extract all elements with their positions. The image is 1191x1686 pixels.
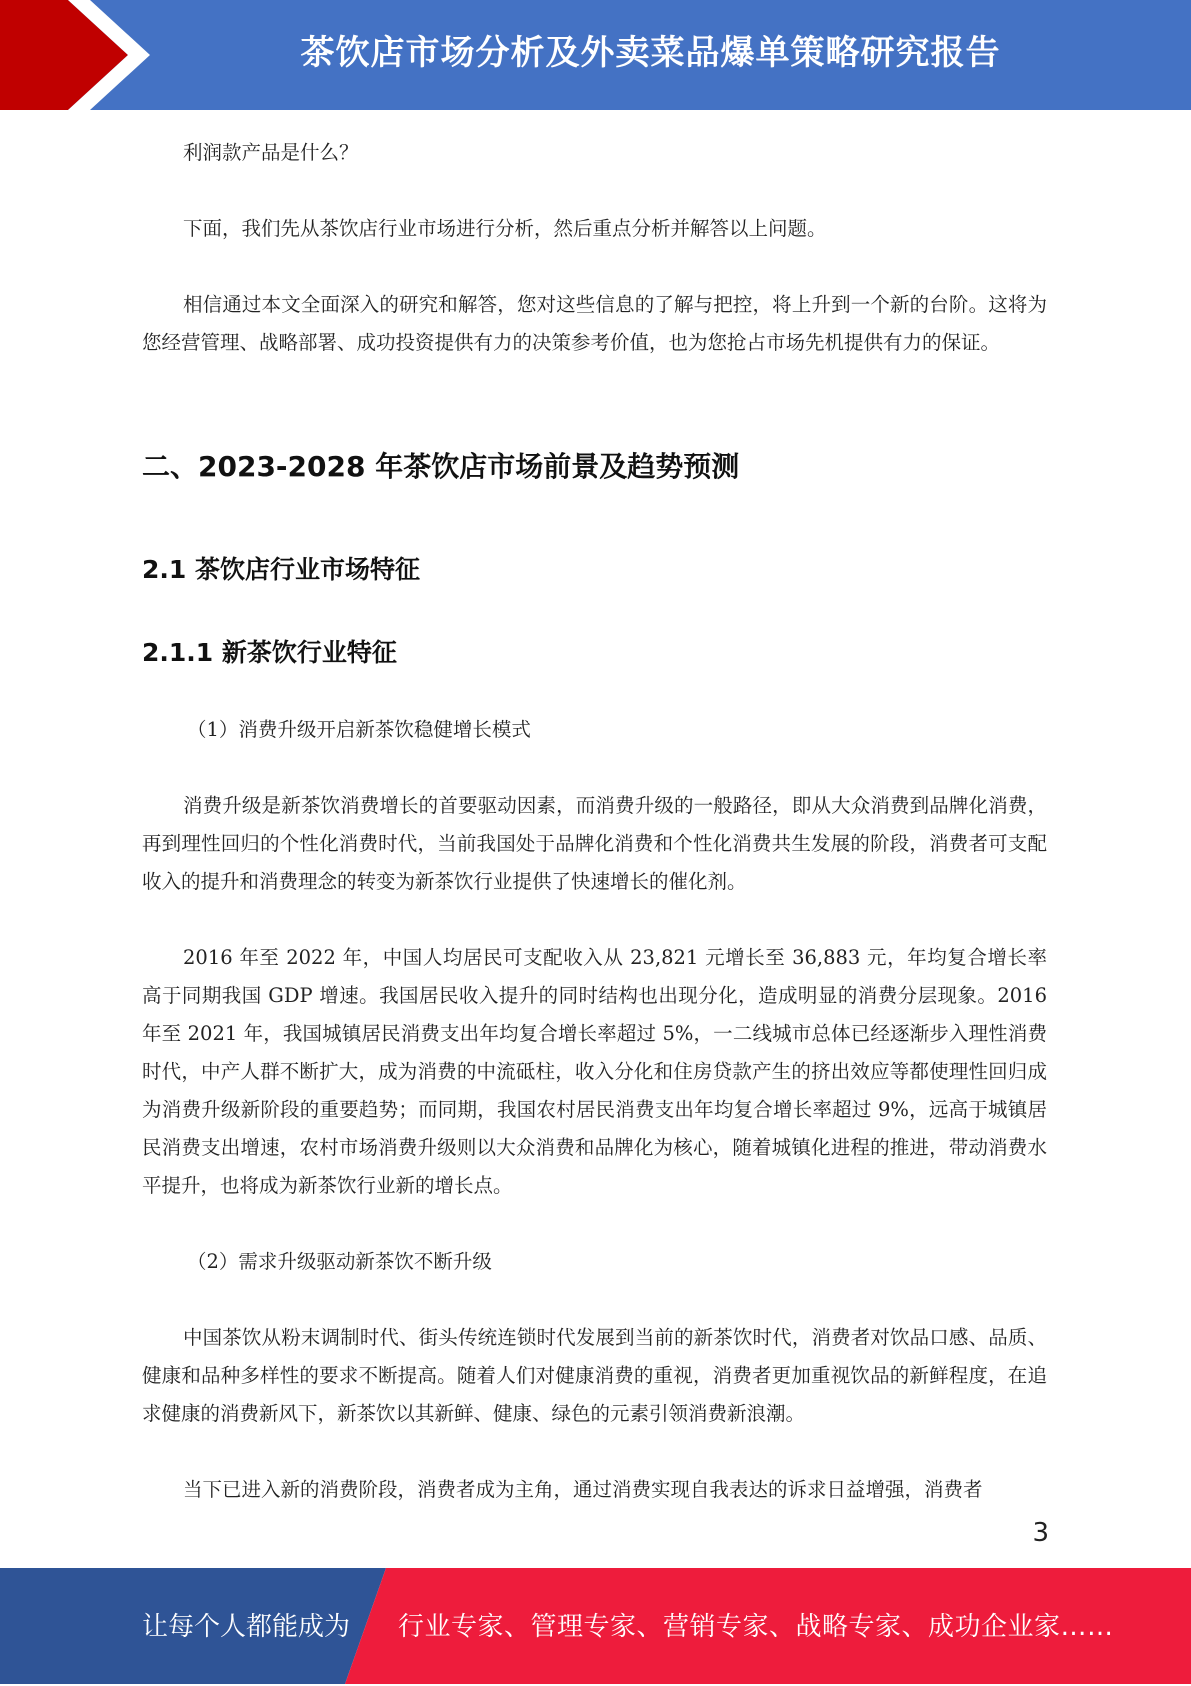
paragraph-2: 下面，我们先从茶饮店行业市场进行分析，然后重点分析并解答以上问题。 (183, 217, 827, 240)
subsection-heading: 2.1 茶饮店行业市场特征 (142, 555, 420, 584)
paragraph-5: 2016 年至 2022 年，中国人均居民可支配收入从 23,821 元增长至 36,883 元，年均复合增长率高于同期我国 GDP 增速。我国居民收入提升的同时结构也出现分化，造成明显的消费分层现象。2016 年至 2021 年，我国城镇居民消费支出年均复合增长率超过 5%，一二线城市总体已经逐渐步入理性消费时代，中产人群不断扩大，成为消费的中流砥柱，收入分化和住房贷款产生的挤出效应等都使理性回归成为消费升级新阶段的重要趋势；而同期，我国农村居民消费支出年均复合增长率超过 9%，远高于城镇居民消费支出增速，农村市场消费升级则以大众消费和品牌化为核心，随着城镇化进程的推进，带动消费水平提升，也将成为新茶饮行业新的增长点。 (142, 946, 1047, 1197)
paragraph-4: 消费升级是新茶饮消费增长的首要驱动因素，而消费升级的一般路径，即从大众消费到品牌化消费，再到理性回归的个性化消费时代，当前我国处于品牌化消费和个性化消费共生发展的阶段，消费者可支配收入的提升和消费理念的转变为新茶饮行业提供了快速增长的催化剂。 (142, 794, 1047, 893)
footer-slogan-left: 让每个人都能成为 (142, 1612, 351, 1642)
report-title: 茶饮店市场分析及外卖菜品爆单策略研究报告 (300, 33, 1001, 73)
paragraph-6: 中国茶饮从粉末调制时代、街头传统连锁时代发展到当前的新茶饮时代，消费者对饮品口感、品质、健康和品种多样性的要求不断提高。随着人们对健康消费的重视，消费者更加重视饮品的新鲜程度，在追求健康的消费新风下，新茶饮以其新鲜、健康、绿色的元素引领消费新浪潮。 (142, 1326, 1047, 1425)
page-header (0, 0, 1191, 110)
paragraph-7: 当下已进入新的消费阶段，消费者成为主角，通过消费实现自我表达的诉求日益增强，消费者 (183, 1478, 983, 1501)
section-heading: 二、2023-2028 年茶饮店市场前景及趋势预测 (142, 450, 740, 483)
sub-subsection-heading: 2.1.1 新茶饮行业特征 (142, 638, 397, 667)
footer-slogan-right: 行业专家、管理专家、营销专家、战略专家、成功企业家…… (398, 1612, 1114, 1642)
page-number: 3 (1032, 1518, 1049, 1548)
point-heading-1: （1）消费升级开启新茶饮稳健增长模式 (187, 718, 531, 741)
paragraph-1: 利润款产品是什么？ (183, 141, 359, 164)
paragraph-3: 相信通过本文全面深入的研究和解答，您对这些信息的了解与把控，将上升到一个新的台阶。这将为您经营管理、战略部署、成功投资提供有力的决策参考价值，也为您抢占市场先机提供有力的保证。 (142, 293, 1047, 354)
point-heading-2: （2）需求升级驱动新茶饮不断升级 (187, 1250, 492, 1273)
page-footer (0, 1568, 1191, 1684)
header-arrow-decoration (0, 0, 160, 110)
